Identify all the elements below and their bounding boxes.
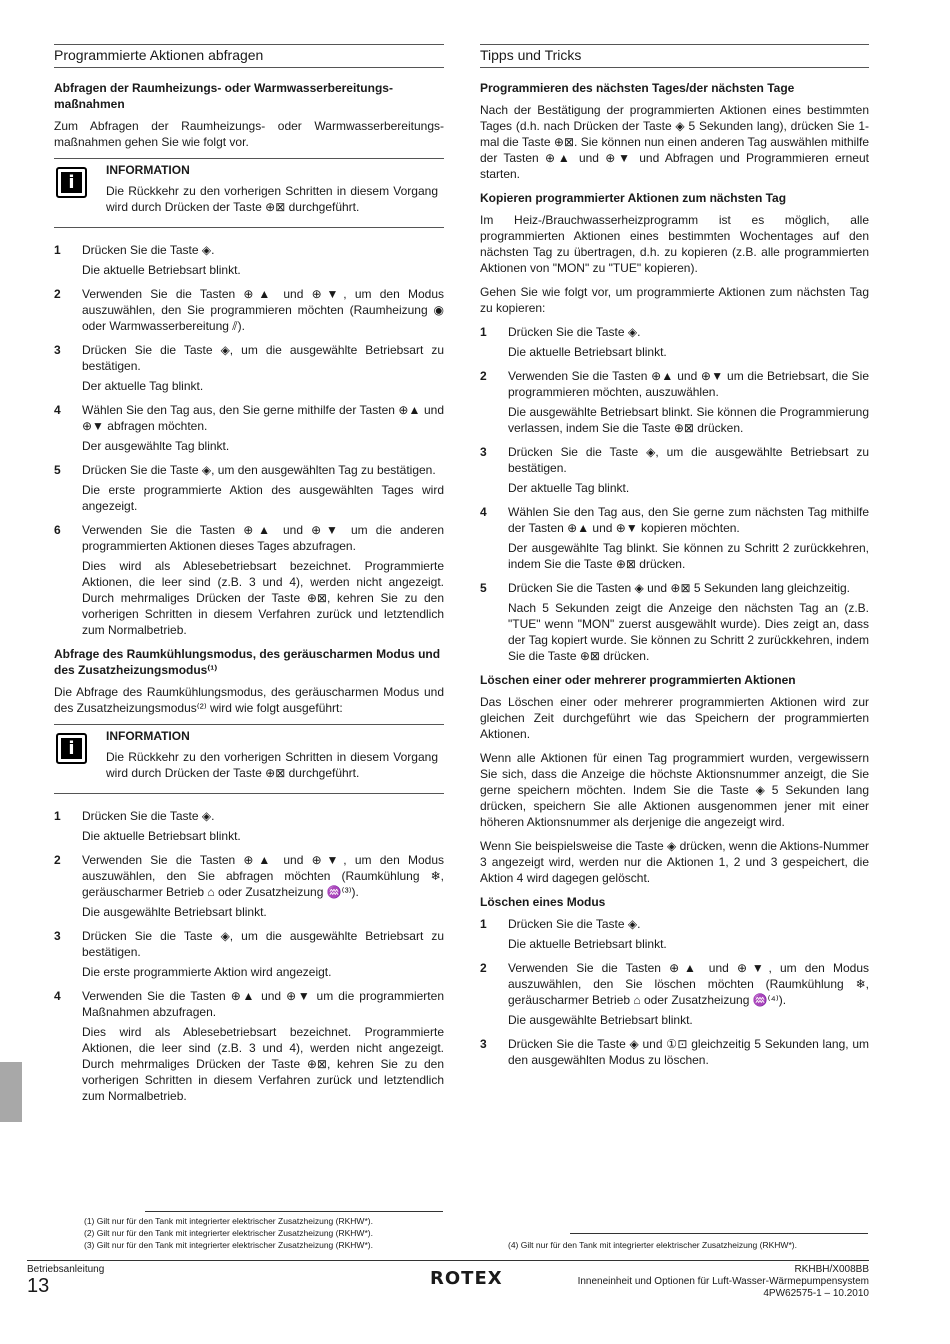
step-item [480, 916, 869, 952]
step-number: 1 [480, 325, 487, 339]
step-list [54, 242, 444, 638]
step-number: 2 [54, 287, 61, 301]
section-title: Programmierte Aktionen abfragen [54, 44, 444, 68]
step-number: 3 [54, 343, 61, 357]
step-text: Drücken Sie die Taste ◈. [82, 809, 215, 823]
step-result: Die aktuelle Betriebsart blinkt. [508, 937, 667, 951]
step-list [480, 916, 869, 1068]
paragraph: Wenn Sie beispielsweise die Taste ◈ drücken, wenn die Aktions-Nummer 3 angezeigt wird, werden nur die Aktionen 1, 2 und 3 gespeichert, die Aktion 4 wird dagegen gelöscht. [480, 839, 869, 885]
subheading: Abfrage des Raumkühlungsmodus, des geräuscharmen Modus und des Zusatzheizungsmodus⁽¹⁾ [54, 647, 441, 677]
step-text: Drücken Sie die Tasten ◈ und ⊕⊠ 5 Sekunden lang gleichzeitig. [508, 581, 850, 595]
section-title: Tipps und Tricks [480, 44, 869, 68]
doc-info [578, 1264, 869, 1300]
footer-rule [27, 1260, 869, 1261]
subheading: Kopieren programmierter Aktionen zum nächsten Tag [480, 191, 787, 205]
chapter-tab [0, 1062, 22, 1122]
step-item [480, 1036, 869, 1068]
footnote: (4) Gilt nur für den Tank mit integrierter elektrischer Zusatzheizung (RKHW*). [508, 1240, 797, 1250]
step-result: Dies wird als Ablesebetriebsart bezeichnet. Programmierte Aktionen, die leer sind (z.B. 3 und 4), werden nicht angezeigt. Durch mehrmaliges Drücken der Taste ⊕⊠, kehren Sie zu den vorherigen Schritten in diesem Verfahren zurück und letztendlich zum Normalbetrieb. [82, 1025, 444, 1103]
info-title: INFORMATION [106, 163, 190, 177]
paragraph: Das Löschen einer oder mehrerer programmierten Aktionen wird zur gleichen Zeit durchgeführt wie das Speichern der programmierten Aktionen. [480, 695, 869, 741]
step-result: Die aktuelle Betriebsart blinkt. [82, 829, 241, 843]
step-list [54, 808, 444, 1104]
doc-type: Betriebsanleitung [27, 1264, 105, 1275]
paragraph: Zum Abfragen der Raumheizungs- oder Warmwasserbereitungs-maßnahmen gehen Sie wie folgt vor. [54, 119, 444, 149]
step-number: 5 [54, 463, 61, 477]
model-code: RKHBH/X008BB [794, 1264, 869, 1275]
info-title: INFORMATION [106, 729, 190, 743]
step-item [480, 324, 869, 360]
step-number: 6 [54, 523, 61, 537]
footnote: (1) Gilt nur für den Tank mit integrierter elektrischer Zusatzheizung (RKHW*). [84, 1216, 373, 1226]
step-item [54, 286, 444, 334]
step-number: 2 [480, 961, 487, 975]
info-text: Die Rückkehr zu den vorherigen Schritten in diesem Vorgang wird durch Drücken der Taste ⊕⊠ durchgeführt. [106, 750, 438, 780]
step-text: Verwenden Sie die Tasten ⊕▲ und ⊕▼ um die programmierten Maßnahmen abzufragen. [82, 989, 444, 1019]
step-text: Drücken Sie die Taste ◈, um die ausgewählte Betriebsart zu bestätigen. [82, 343, 444, 373]
step-text: Verwenden Sie die Tasten ⊕▲ und ⊕▼, um den Modus auszuwählen, den Sie abfragen möchten (Raumkühlung ❄, geräuscharmer Betrieb ⌂ oder Zusatzheizung ♒⁽³⁾). [82, 853, 444, 899]
information-icon [56, 733, 87, 764]
step-item [54, 462, 444, 514]
step-text: Drücken Sie die Taste ◈, um die ausgewählte Betriebsart zu bestätigen. [82, 929, 444, 959]
step-result: Die erste programmierte Aktion des ausgewählten Tages wird angezeigt. [82, 483, 444, 513]
step-result: Der aktuelle Tag blinkt. [82, 379, 204, 393]
step-text: Drücken Sie die Taste ◈, um die ausgewählte Betriebsart zu bestätigen. [508, 445, 869, 475]
step-result: Dies wird als Ablesebetriebsart bezeichnet. Programmierte Aktionen, die leer sind (z.B. 3 und 4), werden nicht angezeigt. Durch mehrmaliges Drücken der Taste ⊕⊠, kehren Sie zu den vorherigen Schritten in diesem Verfahren zurück und letztendlich zum Normalbetrieb. [82, 559, 444, 637]
subheading: Löschen einer oder mehrerer programmierten Aktionen [480, 673, 796, 687]
step-result: Die aktuelle Betriebsart blinkt. [508, 345, 667, 359]
subheading: Abfragen der Raumheizungs- oder Warmwasserbereitungs-maßnahmen [54, 81, 393, 111]
step-text: Verwenden Sie die Tasten ⊕▲ und ⊕▼ um die anderen programmierten Aktionen dieses Tages abzufragen. [82, 523, 444, 553]
left-column [54, 44, 444, 1112]
step-number: 4 [480, 505, 487, 519]
step-item [480, 580, 869, 664]
step-item [54, 808, 444, 844]
step-number: 3 [480, 445, 487, 459]
paragraph: Nach der Bestätigung der programmierten Aktionen eines bestimmten Tages (d.h. nach Drücken der Taste ◈ 5 Sekunden lang), drücken Sie 1-mal die Taste ⊕⊠. Sie können nun einen anderen Tag auswählen mithilfe der Tasten ⊕▲ und ⊕▼ und Abfragen und Programmieren erneut starten. [480, 103, 869, 181]
doc-number: 4PW62575-1 – 10.2010 [763, 1288, 869, 1299]
step-item [480, 960, 869, 1028]
step-number: 3 [54, 929, 61, 943]
step-item [480, 368, 869, 436]
footnote: (3) Gilt nur für den Tank mit integrierter elektrischer Zusatzheizung (RKHW*). [84, 1240, 373, 1250]
step-item [54, 342, 444, 394]
step-text: Verwenden Sie die Tasten ⊕▲ und ⊕▼ um die Betriebsart, die Sie programmieren möchten, auszuwählen. [508, 369, 869, 399]
step-number: 2 [54, 853, 61, 867]
step-text: Drücken Sie die Taste ◈ und ①⊡ gleichzeitig 5 Sekunden lang, um den ausgewählten Modus zu löschen. [508, 1037, 869, 1067]
step-text: Wählen Sie den Tag aus, den Sie gerne mithilfe der Tasten ⊕▲ und ⊕▼ abfragen möchten. [82, 403, 444, 433]
information-icon [56, 167, 87, 198]
step-item [54, 928, 444, 980]
page-number: 13 [27, 1275, 50, 1297]
step-result: Die erste programmierte Aktion wird angezeigt. [82, 965, 332, 979]
step-result: Die ausgewählte Betriebsart blinkt. Sie können die Programmierung verlassen, indem Sie die Taste ⊕⊠ drücken. [508, 405, 869, 435]
step-result: Die ausgewählte Betriebsart blinkt. [82, 905, 267, 919]
brand-logo: ROTEX [430, 1268, 503, 1289]
info-box [54, 158, 444, 228]
step-result: Der aktuelle Tag blinkt. [508, 481, 630, 495]
step-item [480, 504, 869, 572]
step-number: 1 [54, 809, 61, 823]
paragraph: Die Abfrage des Raumkühlungsmodus, des geräuscharmen Modus und des Zusatzheizungsmodus⁽²⁾ wird wie folgt ausgeführt: [54, 685, 444, 715]
step-result: Der ausgewählte Tag blinkt. Sie können zu Schritt 2 zurückkehren, indem Sie die Taste ⊕⊠ drücken. [508, 541, 869, 571]
paragraph: Im Heiz-/Brauchwasserheizprogramm ist es möglich, alle programmierten Aktionen eines bestimmten Wochentages auf den nächsten Tag zu übertragen, d.h. zu kopieren (z.B. alle programmierten Aktionen von "MON" zu "TUE" kopieren). [480, 213, 869, 275]
step-result: Die aktuelle Betriebsart blinkt. [82, 263, 241, 277]
step-number: 2 [480, 369, 487, 383]
step-text: Wählen Sie den Tag aus, den Sie gerne zum nächsten Tag mithilfe der Tasten ⊕▲ und ⊕▼ kopieren möchten. [508, 505, 869, 535]
step-list [480, 324, 869, 664]
step-number: 4 [54, 989, 61, 1003]
step-text: Drücken Sie die Taste ◈. [508, 325, 641, 339]
product-name: Inneneinheit und Optionen für Luft-Wasser-Wärmepumpensystem [577, 1276, 869, 1287]
step-number: 5 [480, 581, 487, 595]
step-number: 1 [480, 917, 487, 931]
step-number: 4 [54, 403, 61, 417]
step-text: Drücken Sie die Taste ◈, um den ausgewählten Tag zu bestätigen. [82, 463, 436, 477]
info-box [54, 724, 444, 794]
right-column [480, 44, 869, 1076]
footnote: (2) Gilt nur für den Tank mit integrierter elektrischer Zusatzheizung (RKHW*). [84, 1228, 373, 1238]
step-result: Der ausgewählte Tag blinkt. [82, 439, 230, 453]
step-result: Nach 5 Sekunden zeigt die Anzeige den nächsten Tag an (z.B. "TUE" wenn "MON" zuerst ausgewählt wurde). Dies zeigt an, dass der Tag kopiert wurde. Sie können zu Schritt 2 zurückkehren, indem Sie die Taste ⊕⊠ drücken. [508, 601, 869, 663]
step-text: Drücken Sie die Taste ◈. [82, 243, 215, 257]
subheading: Löschen eines Modus [480, 895, 606, 909]
step-item [54, 852, 444, 920]
footnote-rule [570, 1233, 868, 1234]
step-text: Verwenden Sie die Tasten ⊕▲ und ⊕▼, um den Modus auszuwählen, den Sie löschen möchten (Raumkühlung ❄, geräuscharmer Betrieb ⌂ oder Zusatzheizung ♒⁽⁴⁾). [508, 961, 869, 1007]
step-item [54, 522, 444, 638]
step-number: 1 [54, 243, 61, 257]
footnote-rule [145, 1211, 443, 1212]
step-result: Die ausgewählte Betriebsart blinkt. [508, 1013, 693, 1027]
paragraph: Gehen Sie wie folgt vor, um programmierte Aktionen zum nächsten Tag zu kopieren: [480, 285, 869, 315]
info-text: Die Rückkehr zu den vorherigen Schritten in diesem Vorgang wird durch Drücken der Taste ⊕⊠ durchgeführt. [106, 184, 438, 214]
step-text: Verwenden Sie die Tasten ⊕▲ und ⊕▼, um den Modus auszuwählen, den Sie programmieren möchten (Raumheizung ◉ oder Warmwasserbereitung ⫽). [82, 287, 444, 333]
paragraph: Wenn alle Aktionen für einen Tag programmiert wurden, vergewissern Sie sich, dass die Anzeige die höchste Aktionsnummer anzeigt, die Sie gerne speichern möchten. Indem Sie die Taste ◈ 5 Sekunden lang drücken, speichern Sie alle Aktionen ausgenommen jener mit einer höheren Aktionsnummer als derjenige die angezeigt wird. [480, 751, 869, 829]
step-item [480, 444, 869, 496]
step-number: 3 [480, 1037, 487, 1051]
step-item [54, 402, 444, 454]
step-item [54, 242, 444, 278]
step-item [54, 988, 444, 1104]
step-text: Drücken Sie die Taste ◈. [508, 917, 641, 931]
subheading: Programmieren des nächsten Tages/der nächsten Tage [480, 81, 795, 95]
